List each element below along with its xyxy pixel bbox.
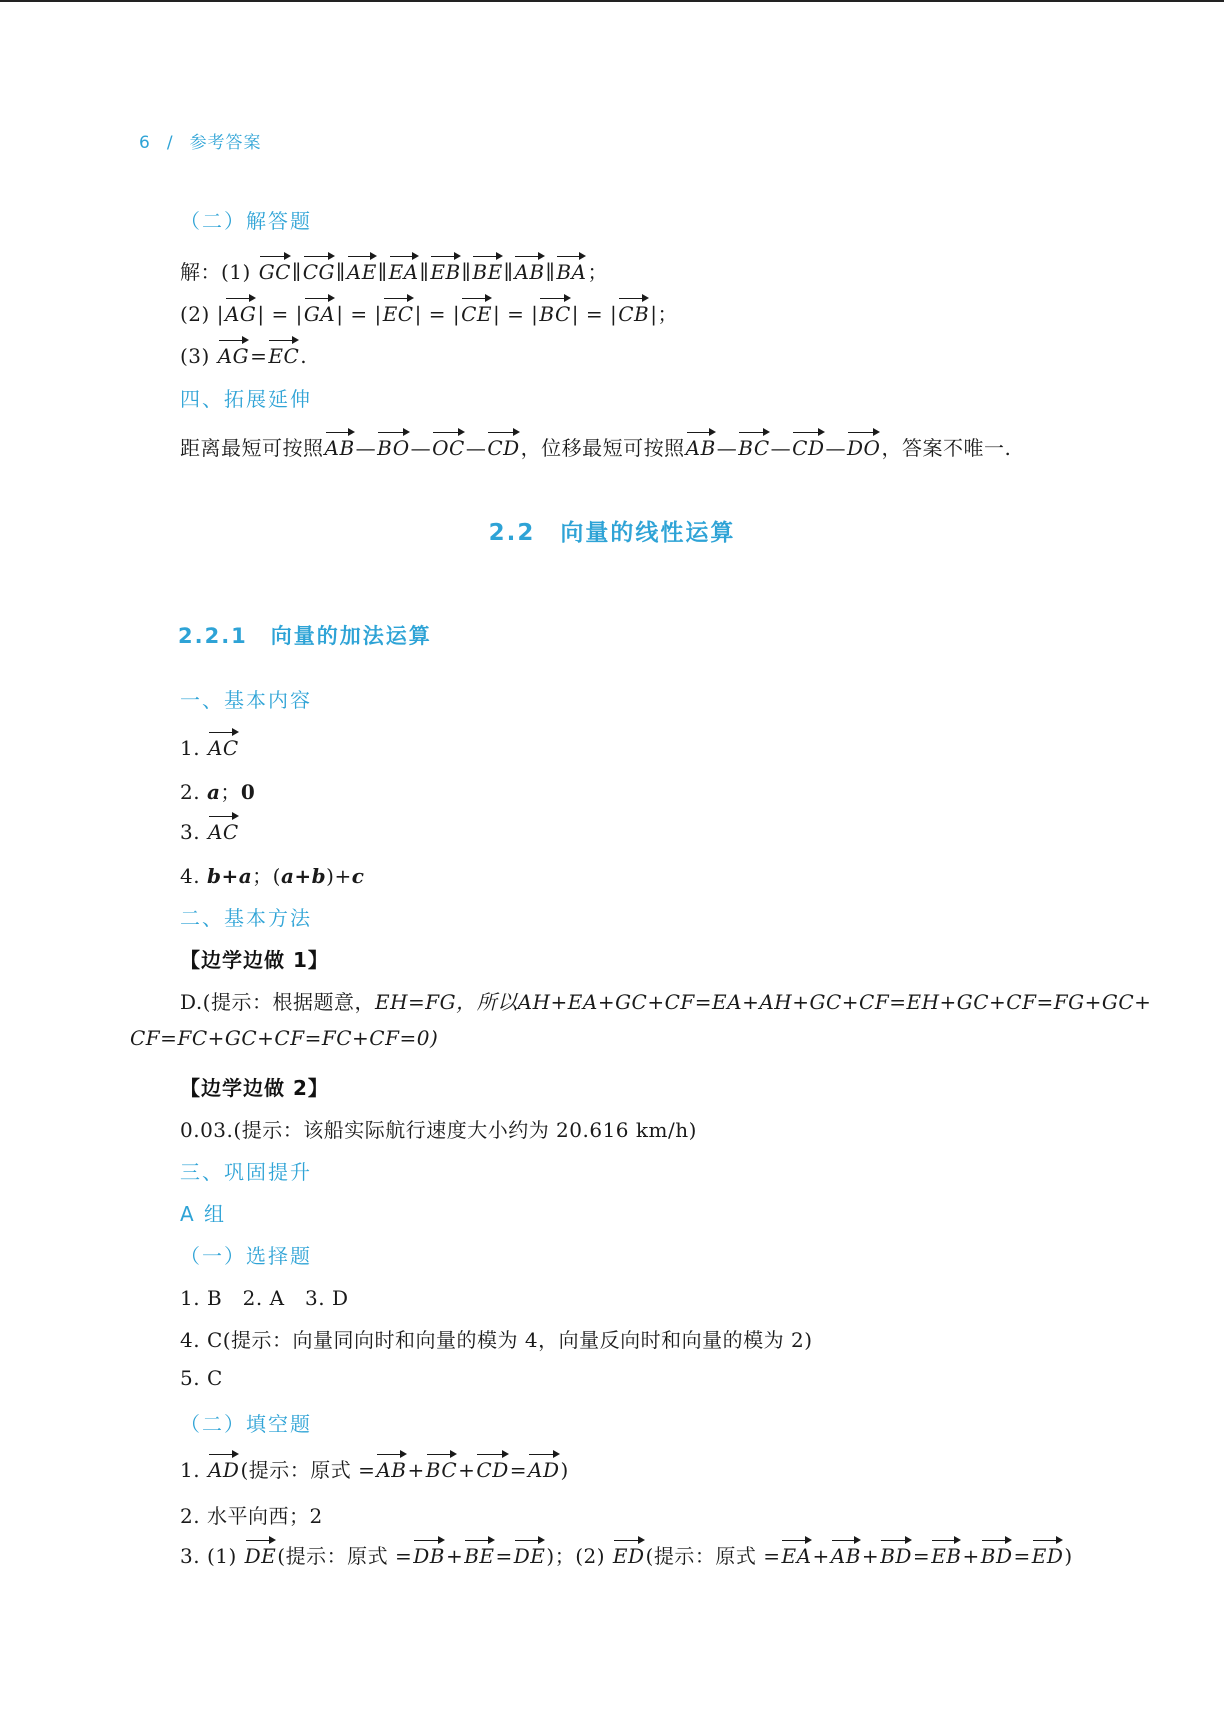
- separator: ；: [220, 780, 241, 804]
- expression: b+a: [206, 864, 253, 888]
- expression: c: [351, 864, 365, 888]
- vector: AB: [686, 428, 716, 460]
- item-label: (3): [180, 344, 210, 368]
- example-2-text: 0.03.(提示：该船实际航行速度大小约为 20.616 km/h): [180, 1118, 697, 1142]
- fill-answer-1: 1. AD(提示：原式 =AB+BC+CD=AD): [180, 1450, 569, 1483]
- text: ，位移最短可按照: [520, 436, 685, 460]
- vector: DE: [245, 1536, 277, 1568]
- heading-choice: （一）选择题: [180, 1244, 312, 1268]
- vector: CE: [461, 294, 492, 326]
- vector: EA: [389, 252, 419, 284]
- vector: BE: [464, 1536, 494, 1568]
- text: (提示：原式 =: [645, 1544, 781, 1568]
- vector: AB: [831, 1536, 861, 1568]
- basic-item-1: [180, 728, 240, 760]
- extension-text: 距离最短可按照AB—BO—OC—CD，位移最短可按照AB—BC—CD—DO，答案不唯一.: [180, 428, 1011, 461]
- vector: CG: [303, 252, 335, 284]
- solution-line-3: (3) AG=EC.: [180, 336, 307, 368]
- vector: AE: [347, 252, 377, 284]
- text: ): [560, 1458, 569, 1482]
- expression: CF=FC+GC+CF=FC+CF=0): [130, 1026, 439, 1050]
- basic-item-3: [180, 812, 240, 844]
- vector: EA: [781, 1536, 811, 1568]
- vector: BC: [539, 294, 570, 326]
- vector: BA: [556, 252, 586, 284]
- heading-solve: （二）解答题: [180, 209, 312, 233]
- vector: AG: [218, 336, 249, 368]
- vector: ED: [1032, 1536, 1064, 1568]
- vector: AB: [325, 428, 355, 460]
- vector: GC: [259, 252, 291, 284]
- header-separator: /: [166, 133, 174, 153]
- text: 距离最短可按照: [180, 436, 324, 460]
- vector: AB: [514, 252, 544, 284]
- symbol: 0: [240, 780, 256, 804]
- text: )；(2): [546, 1544, 606, 1568]
- vector: AC: [208, 728, 239, 760]
- solution-line-2: (2) |AG| = |GA| = |EC| = |CE| = |BC| = |CB|；: [180, 294, 678, 327]
- vector: AC: [208, 812, 239, 844]
- vector: BC: [738, 428, 769, 460]
- vector: BE: [472, 252, 502, 284]
- choice-answers-1-3: 1. B 2. A 3. D: [180, 1286, 349, 1310]
- vector: BD: [981, 1536, 1013, 1568]
- heading-basic-content: 一、基本内容: [180, 688, 312, 712]
- text: ): [1064, 1544, 1073, 1568]
- text: D.(提示：根据题意，: [180, 990, 375, 1014]
- example-1-line-2: [130, 1026, 438, 1050]
- vector: CD: [487, 428, 519, 460]
- separator: )+: [326, 864, 352, 888]
- top-border-rule: [0, 0, 1224, 2]
- expression: EH=FG，所以AH+EA+GC+CF=EA+AH+GC+CF=EH+GC+CF=FG+GC+: [374, 990, 1152, 1014]
- vector: EC: [383, 294, 414, 326]
- separator: ；(: [252, 864, 281, 888]
- section-title: 2.2 向量的线性运算: [488, 520, 736, 546]
- item-number: 2.: [180, 780, 201, 804]
- basic-item-2: [180, 776, 255, 805]
- vector: CD: [476, 1450, 508, 1482]
- vector: OC: [432, 428, 465, 460]
- symbol: a: [206, 780, 221, 804]
- heading-extension: 四、拓展延伸: [180, 387, 312, 411]
- text: ，答案不唯一.: [881, 436, 1012, 460]
- vector: GA: [304, 294, 335, 326]
- heading-basic-method: 二、基本方法: [180, 906, 312, 930]
- expression: a+b: [280, 864, 327, 888]
- text: (提示：原式 =: [277, 1544, 413, 1568]
- example-2-label: 【边学边做 2】: [180, 1076, 329, 1100]
- item-number: 3. (1): [180, 1544, 237, 1568]
- vector: AG: [225, 294, 256, 326]
- vector: EB: [931, 1536, 961, 1568]
- vector: BD: [880, 1536, 912, 1568]
- item-number: 1.: [180, 736, 201, 760]
- page-header: [139, 128, 262, 153]
- heading-fill: （二）填空题: [180, 1412, 312, 1436]
- vector: BO: [377, 428, 409, 460]
- solution-line-1: 解：(1) GC∥CG∥AE∥EA∥EB∥BE∥AB∥BA；: [180, 252, 608, 285]
- vector: DE: [514, 1536, 546, 1568]
- header-title: 参考答案: [189, 133, 262, 153]
- vector: AD: [528, 1450, 559, 1482]
- choice-answer-5: 5. C: [180, 1366, 223, 1390]
- vector: AB: [376, 1450, 406, 1482]
- fill-answer-2: 2. 水平向西；2: [180, 1504, 323, 1528]
- heading-consolidate: 三、巩固提升: [180, 1160, 312, 1184]
- fill-answer-3: 3. (1) DE(提示：原式 =DB+BE=DE)；(2) ED(提示：原式 =EA+AB+BD=EB+BD=ED): [180, 1536, 1073, 1569]
- page-number: 6: [139, 133, 151, 153]
- vector: AD: [208, 1450, 239, 1482]
- item-number: 4.: [180, 864, 201, 888]
- choice-answer-4: 4. C(提示：向量同向时和向量的模为 4，向量反向时和向量的模为 2): [180, 1328, 813, 1352]
- item-label: (2): [180, 302, 210, 326]
- subsection-title: 2.2.1 向量的加法运算: [178, 624, 432, 648]
- basic-item-4: [180, 860, 364, 889]
- vector: DO: [847, 428, 880, 460]
- vector: CD: [792, 428, 824, 460]
- vector: ED: [613, 1536, 645, 1568]
- text: (提示：原式 =: [240, 1458, 376, 1482]
- example-1-line-1: [180, 986, 1151, 1015]
- vector: BC: [426, 1450, 457, 1482]
- vector: EB: [430, 252, 460, 284]
- item-number: 1.: [180, 1458, 201, 1482]
- vector: DB: [413, 1536, 445, 1568]
- example-1-label: 【边学边做 1】: [180, 948, 329, 972]
- solution-label: 解：(1): [180, 260, 251, 284]
- vector: EC: [268, 336, 299, 368]
- group-a-label: A 组: [180, 1202, 227, 1226]
- item-number: 3.: [180, 820, 201, 844]
- vector: CB: [618, 294, 649, 326]
